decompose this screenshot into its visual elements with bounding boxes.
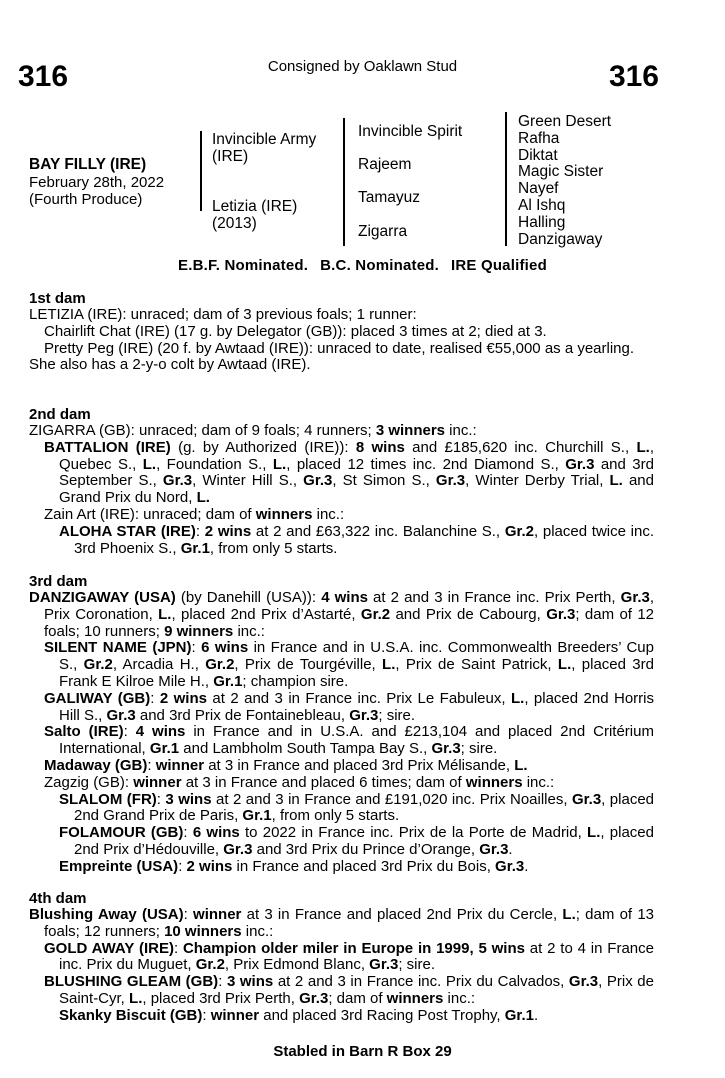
pedigree-gen2-1: Invincible Spirit — [358, 123, 463, 140]
section-third-dam — [29, 573, 654, 876]
dam-name: Letizia (IRE) — [212, 198, 298, 215]
lot-number-right: 316 — [608, 60, 659, 93]
badge-ebf: E.B.F. Nominated. — [178, 257, 309, 274]
gen3-1: Green Desert — [518, 113, 612, 130]
pedigree-dam — [212, 198, 297, 232]
gen3-7: Halling — [518, 213, 566, 231]
pedigree-gen3 — [518, 114, 611, 248]
stabling-info: Stabled in Barn R Box 29 — [273, 1043, 452, 1060]
horse-name: BAY FILLY (IRE) — [29, 156, 147, 173]
entry-zain-art: Zain Art (IRE): unraced; dam of winners inc.: — [44, 505, 345, 523]
section-title: 2nd dam — [29, 406, 91, 423]
entry-blushing-away: Blushing Away (USA): winner at 3 in France and placed 2nd Prix du Cercle, L.; dam of 13 foals; 12 runners; 10 winners inc.: — [29, 906, 654, 940]
dam-year: (2013) — [212, 215, 257, 232]
pedigree-gen2-2: Rajeem — [358, 156, 412, 173]
section-title: 4th dam — [29, 890, 87, 907]
section-title: 1st dam — [29, 290, 86, 307]
section-second-dam — [29, 406, 654, 557]
second-dam-intro: ZIGARRA (GB): unraced; dam of 9 foals; 4 runners; 3 winners inc.: — [29, 422, 477, 439]
pedigree-divider-2 — [343, 118, 345, 246]
entry-battalion: BATTALION (IRE) (g. by Authorized (IRE)): 8 wins and £185,620 inc. Churchill S., L., Quebec S., L., Foundation S., L., placed 12 times inc. 2nd Diamond S., Gr.3 and 3rd September S., Gr.3, Winter Hill S., Gr.3, St Simon S., Gr.3, Winter Derby Trial, L. and Grand Prix du Nord, L. — [44, 438, 654, 507]
pedigree-gen2-4: Zigarra — [358, 223, 408, 240]
entry-silent-name: SILENT NAME (JPN): 6 wins in France and in U.S.A. inc. Commonwealth Breeders’ Cup S., Gr.2, Arcadia H., Gr.2, Prix de Tourgéville, L., Prix de Saint Patrick, L., placed 3rd Frank E Kilroe Mile H., Gr.1; champion sire. — [44, 639, 654, 690]
first-dam-closing: She also has a 2-y-o colt by Awtaad (IRE). — [29, 356, 311, 374]
horse-info — [29, 156, 164, 208]
horse-dob: February 28th, 2022 — [29, 174, 165, 191]
badge-ire: IRE Qualified — [450, 257, 547, 274]
consignor: Consigned by Oaklawn Stud — [267, 58, 458, 75]
gen3-2: Rafha — [518, 129, 560, 147]
sire-country: (IRE) — [212, 148, 249, 165]
section-fourth-dam — [29, 890, 654, 1025]
pedigree-divider-3 — [505, 112, 507, 246]
entry-aloha-star: ALOHA STAR (IRE): 2 wins at 2 and £63,322 inc. Balanchine S., Gr.2, placed twice inc. 3rd Phoenix S., Gr.1, from only 5 starts. — [59, 522, 654, 557]
nomination-badges — [0, 257, 725, 274]
first-dam-intro: LETIZIA (IRE): unraced; dam of 3 previous foals; 1 runner: — [29, 306, 417, 323]
gen3-4: Magic Sister — [518, 163, 604, 181]
entry-danzigaway: DANZIGAWAY (USA) (by Danehill (USA)): 4 wins at 2 and 3 in France inc. Prix Perth, Gr.3, Prix Coronation, L., placed 2nd Prix d’Astarté, Gr.2 and Prix de Cabourg, Gr.3; dam of 12 foals; 10 runners; 9 winners inc.: — [29, 589, 655, 640]
gen3-6: Al Ishq — [518, 196, 566, 214]
pedigree-sire — [212, 131, 316, 165]
entry-skanky-biscuit: Skanky Biscuit (GB): winner and placed 3rd Racing Post Trophy, Gr.1. — [59, 1006, 539, 1024]
entry-salto: Salto (IRE): 4 wins in France and in U.S.A. and £213,104 and placed 2nd Critérium International, Gr.1 and Lambholm South Tampa Bay S., Gr.3; sire. — [44, 723, 654, 758]
entry-slalom: SLALOM (FR): 3 wins at 2 and 3 in France and £191,020 inc. Prix Noailles, Gr.3, placed 2nd Grand Prix de Paris, Gr.1, from only 5 starts. — [59, 790, 655, 825]
gen3-8: Danzigaway — [518, 230, 603, 248]
sire-name: Invincible Army — [212, 131, 317, 148]
pedigree-gen2-3: Tamayuz — [358, 189, 421, 206]
entry-folamour: FOLAMOUR (GB): 6 wins to 2022 in France inc. Prix de la Porte de Madrid, L., placed 2nd Prix d’Hédouville, Gr.3 and 3rd Prix du Prince d’Orange, Gr.3. — [59, 824, 654, 858]
entry-blushing-gleam: BLUSHING GLEAM (GB): 3 wins at 2 and 3 in France inc. Prix du Calvados, Gr.3, Prix de Saint-Cyr, L., placed 3rd Prix Perth, Gr.3; dam of winners inc.: — [44, 973, 654, 1007]
badge-bc: B.C. Nominated. — [320, 257, 439, 274]
entry-empreinte: Empreinte (USA): 2 wins in France and placed 3rd Prix du Bois, Gr.3. — [59, 857, 529, 875]
horse-produce: (Fourth Produce) — [29, 191, 143, 208]
section-title: 3rd dam — [29, 573, 88, 590]
entry-zagzig: Zagzig (GB): winner at 3 in France and placed 6 times; dam of winners inc.: — [44, 773, 555, 791]
entry-galiway: GALIWAY (GB): 2 wins at 2 and 3 in France inc. Prix Le Fabuleux, L., placed 2nd Horris Hill S., Gr.3 and 3rd Prix de Fontainebleau, Gr.3; sire. — [44, 689, 654, 724]
lot-number-left: 316 — [18, 60, 69, 93]
gen3-5: Nayef — [518, 180, 559, 198]
foal-chairlift-chat: Chairlift Chat (IRE) (17 g. by Delegator (GB)): placed 3 times at 2; died at 3. — [44, 322, 547, 340]
gen3-3: Diktat — [518, 146, 558, 164]
entry-madaway: Madaway (GB): winner at 3 in France and placed 3rd Prix Mélisande, L. — [44, 756, 528, 774]
entry-gold-away: GOLD AWAY (IRE): Champion older miler in Europe in 1999, 5 wins at 2 to 4 in France inc. Prix du Muguet, Gr.2, Prix Edmond Blanc, Gr.3; sire. — [44, 939, 654, 974]
foal-pretty-peg: Pretty Peg (IRE) (20 f. by Awtaad (IRE)): unraced to date, realised €55,000 as a yearling. — [44, 339, 635, 357]
section-first-dam — [29, 290, 654, 374]
pedigree-divider-1 — [200, 131, 202, 211]
